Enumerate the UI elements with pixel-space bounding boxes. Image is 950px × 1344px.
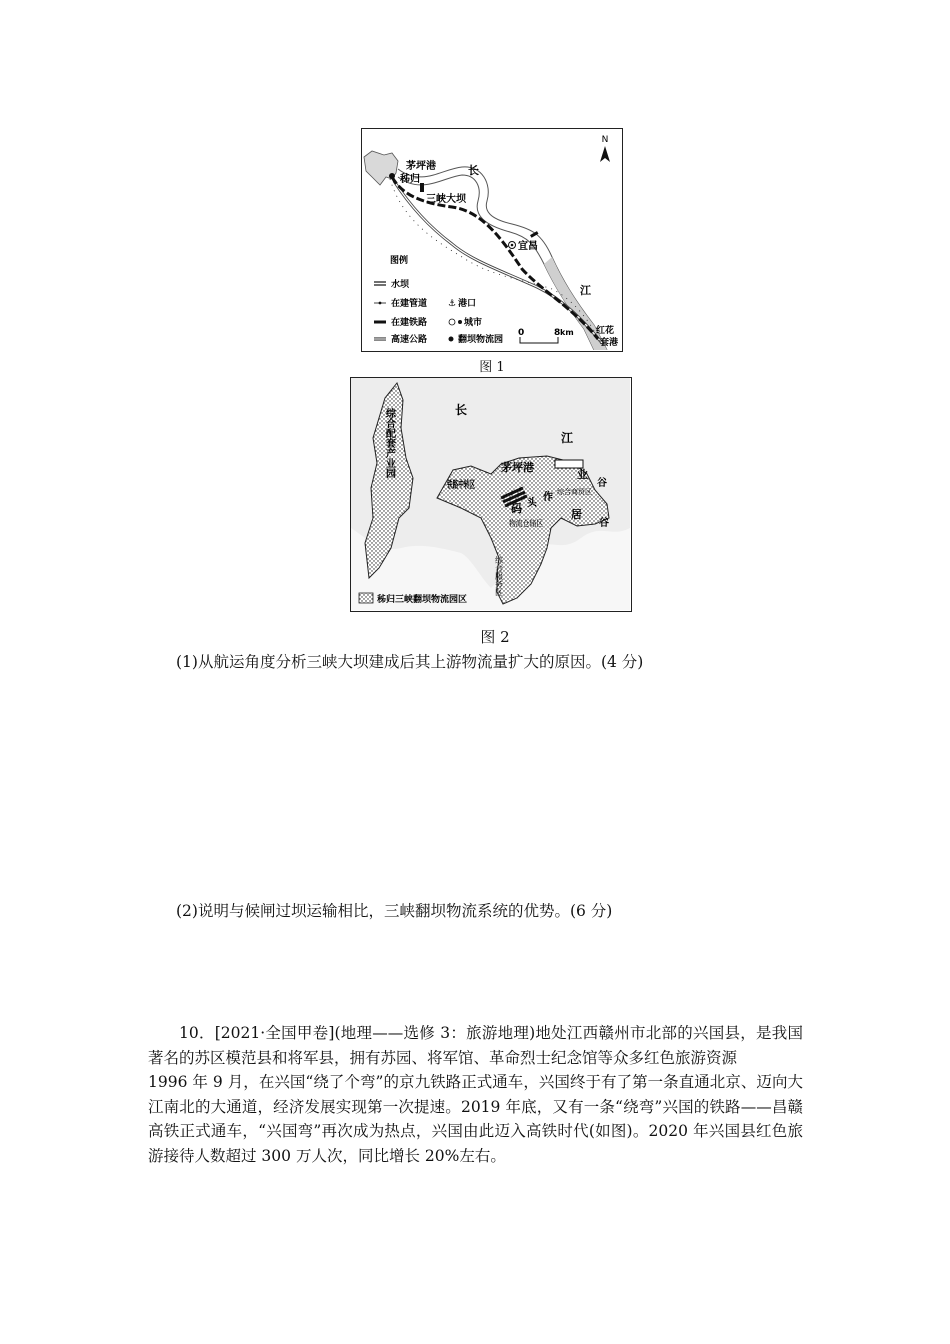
label-industry: 业 [577, 468, 588, 481]
label-jiang: 江 [580, 284, 591, 297]
figure-1-svg [362, 129, 621, 350]
label-zuo: 作 [543, 492, 553, 503]
figure-1-caption: 图 1 [479, 360, 505, 375]
railway-line [392, 177, 598, 339]
label-dam: 三峡大坝 [426, 194, 466, 205]
port-block [555, 460, 583, 468]
question-10 [148, 1021, 803, 1168]
scale-bar [518, 328, 574, 343]
label-maopinggang: 茅坪港 [501, 461, 534, 474]
label-rail-transfer: 铁路中转区 [447, 480, 497, 491]
legend-dam: 水坝 [391, 280, 410, 290]
legend-railway: 在建铁路 [391, 318, 428, 328]
question-2: (2)说明与候闸过坝运输相比，三峡翻坝物流系统的优势。(6 分) [176, 902, 613, 920]
label-industrial-park: 综合配套产业园 [383, 408, 395, 478]
label-service: 综合服务区 [494, 556, 504, 596]
legend-city: 城市 [464, 318, 483, 328]
label-taogang: 套港 [600, 338, 619, 348]
pipeline-line [390, 179, 600, 341]
figure-2-caption: 图 2 [480, 628, 510, 646]
legend-pipeline: 在建管道 [391, 299, 428, 309]
legend-port: 港口 [458, 299, 477, 309]
north-arrow-icon [600, 146, 610, 162]
label-zigui: 秭归 [400, 174, 420, 185]
question-1: (1)从航运角度分析三峡大坝建成后其上游物流量扩大的原因。(4 分) [176, 653, 644, 671]
label-tou: 头 [527, 498, 537, 509]
legend-highway: 高速公路 [391, 335, 428, 345]
north-label: N [601, 135, 609, 145]
question-10-line-2: 1996 年 9 月，在兴国“绕了个弯”的京九铁路正式通车，兴国终于有了第一条直通北京、迈向大江南北的大通道，经济发展实现第一次提速。2019 年底，又有一条“绕弯”兴国的铁路——昌赣高铁正式通车，“兴国弯”再次成为热点，兴国由此迈入高铁时代(如图)。2020 年兴国县红色旅游接待人数超过 300 万人次，同比增长 20%左右。 [148, 1073, 803, 1165]
legend-label: 秭归三峡翻坝物流园区 [377, 595, 468, 605]
label-gu-2: 谷 [599, 518, 609, 529]
label-ju: 居 [571, 508, 582, 521]
figure-1-map [361, 128, 623, 352]
label-yichang: 宜昌 [518, 241, 538, 252]
svg-text:km: km [560, 328, 574, 337]
label-maopinggang: 茅坪港 [406, 161, 436, 172]
label-trade: 综合商贸区 [557, 488, 592, 496]
figure-2-svg [351, 378, 630, 610]
label-chang: 长 [455, 403, 468, 417]
logistics-park-marker [389, 173, 395, 179]
legend-swatch [359, 593, 373, 603]
label-chang: 长 [468, 164, 479, 177]
question-10-line-1: 10．[2021·全国甲卷](地理——选修 3：旅游地理)地处江西赣州市北部的兴国县，是我国著名的苏区模范县和将军县，拥有苏园、将军馆、革命烈士纪念馆等众多红色旅游资源 [148, 1024, 803, 1067]
svg-text:0: 0 [518, 328, 525, 338]
label-honghua: 红花 [596, 326, 615, 336]
figure-2-map [350, 377, 632, 612]
legend-title: 图例 [390, 256, 409, 266]
legend [374, 278, 503, 345]
anchor-icon: ⚓ [448, 299, 457, 309]
label-logistics: 物流仓储区 [509, 519, 549, 528]
label-matou: 码 [511, 502, 522, 515]
svg-text:8: 8 [554, 328, 561, 338]
label-jiang: 江 [561, 431, 574, 445]
label-gu: 谷 [597, 478, 607, 489]
legend-logistics-park: 翻坝物流园 [458, 335, 504, 345]
dam-marker [420, 183, 424, 192]
